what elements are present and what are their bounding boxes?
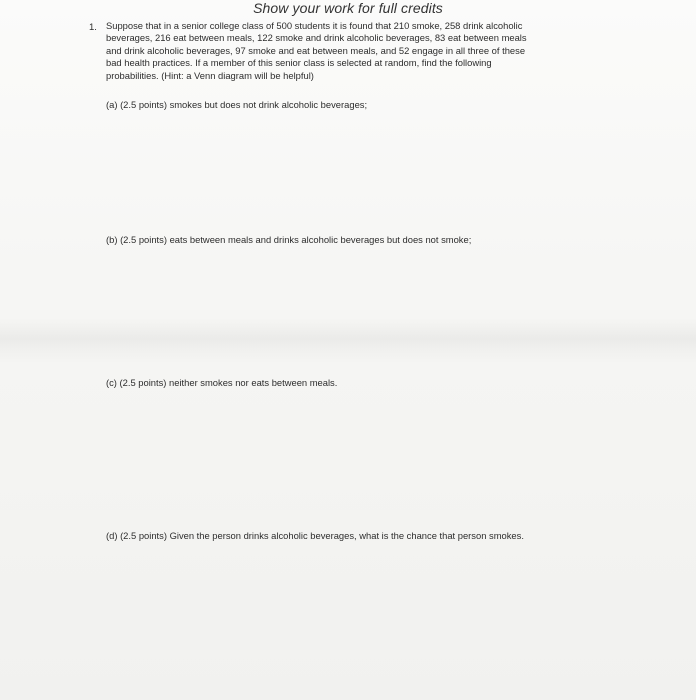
part-d-text: (d) (2.5 points) Given the person drinks alcoholic beverages, what is the chance that person smokes.	[106, 530, 524, 541]
question-line: beverages, 216 eat between meals, 122 smoke and drink alcoholic beverages, 83 eat between meals	[106, 32, 527, 44]
question-prompt	[106, 20, 601, 82]
question-line: probabilities. (Hint: a Venn diagram will be helpful)	[106, 69, 314, 81]
page-title: Show your work for full credits	[253, 0, 443, 16]
part-a-text: (a) (2.5 points) smokes but does not drink alcoholic beverages;	[106, 99, 368, 110]
part-c-text: (c) (2.5 points) neither smokes nor eats between meals.	[106, 377, 338, 388]
question-line: and drink alcoholic beverages, 97 smoke and eat between meals, and 52 engage in all three of these	[106, 44, 526, 56]
question-number: 1.	[89, 22, 97, 33]
question-line: bad health practices. If a member of this senior class is selected at random, find the following	[106, 57, 492, 69]
part-b-text: (b) (2.5 points) eats between meals and drinks alcoholic beverages but does not smoke;	[106, 234, 472, 245]
paper-crease-shadow	[0, 318, 696, 364]
question-line: Suppose that in a senior college class of 500 students it is found that 210 smoke, 258 drink alcoholic	[106, 20, 523, 31]
